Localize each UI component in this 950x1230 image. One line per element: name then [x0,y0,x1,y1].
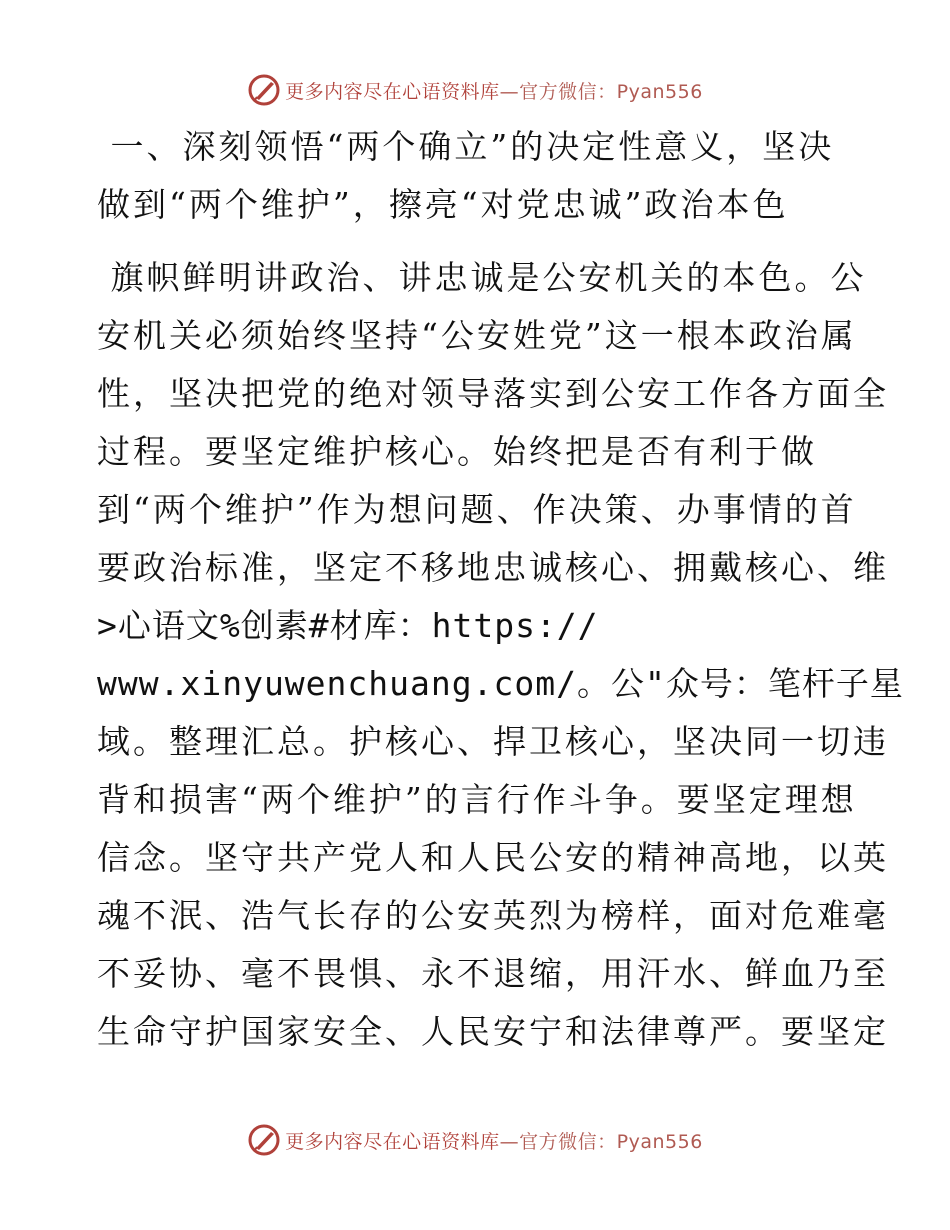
section-heading [97,118,857,234]
banner-separator: — [499,1130,520,1153]
body-line: 魂不泯、浩气长存的公安英烈为榜样，面对危难毫 [97,896,889,935]
banner-brand: 更多内容尽在心语资料库 [285,80,500,103]
banner-separator: — [499,80,520,103]
body-line: 域。整理汇总。护核心、捍卫核心，坚决同一切违 [97,722,889,761]
body-line: 信念。坚守共产党人和人民公安的精神高地，以英 [97,838,889,877]
body-line-watermark-url: www.xinyuwenchuang.com/。公"众号：笔杆子星 [97,664,904,703]
body-line: 要政治标准，坚定不移地忠诚核心、拥戴核心、维 [97,548,889,587]
banner-text [285,1127,703,1154]
body-line: 性，坚决把党的绝对领导落实到公安工作各方面全 [97,374,889,413]
body-line: 不妥协、毫不畏惧、永不退缩，用汗水、鲜血乃至 [97,954,889,993]
body-line: 生命守护国家安全、人民安宁和法律尊严。要坚定 [97,1012,889,1051]
heading-line: 做到“两个维护”，擦亮“对党忠诚”政治本色 [97,185,789,224]
banner-wechat: 官方微信：Pyan556 [519,80,703,103]
footer-banner [0,1120,950,1160]
header-banner [0,70,950,110]
body-line: 旗帜鲜明讲政治、讲忠诚是公安机关的本色。公 [97,258,867,297]
body-line: 安机关必须始终坚持“公安姓党”这一根本政治属 [97,316,857,355]
heading-line: 一、深刻领悟“两个确立”的决定性意义，坚决 [97,127,835,166]
body-paragraph [97,249,904,1061]
document-content [97,118,904,1061]
body-line: 背和损害“两个维护”的言行作斗争。要坚定理想 [97,780,857,819]
banner-text [285,77,703,104]
body-line: 过程。要坚定维护核心。始终把是否有利于做 [97,432,817,471]
body-line: 到“两个维护”作为想问题、作决策、办事情的首 [97,490,857,529]
quill-pen-logo-icon [247,73,281,107]
banner-wechat: 官方微信：Pyan556 [519,1130,703,1153]
quill-pen-logo-icon [247,1123,281,1157]
body-line-watermark-url: >心语文%创素#材库：https:// [97,606,599,645]
banner-brand: 更多内容尽在心语资料库 [285,1130,500,1153]
